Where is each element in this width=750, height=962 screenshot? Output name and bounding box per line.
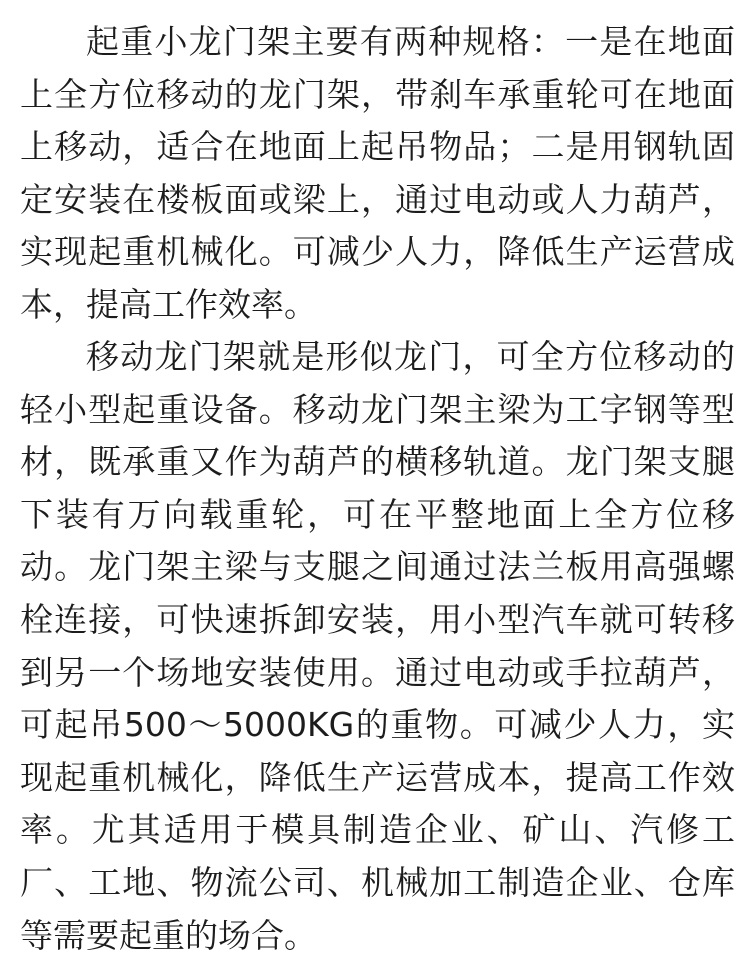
paragraph-mobile-gantry: 移动龙门架就是形似龙门，可全方位移动的轻小型起重设备。移动龙门架主梁为工字钢等型材，既承重又作为葫芦的横移轨道。龙门架支腿下装有万向载重轮，可在平整地面上全方位移动。龙门架主梁与支腿之间通过法兰板用高强螺栓连接，可快速拆卸安装，用小型汽车就可转移到另一个场地安装使用。通过电动或手拉葫芦，可起吊500～5000KG的重物。可减少人力，实现起重机械化，降低生产运营成本，提高工作效率。尤其适用于模具制造企业、矿山、汽修工厂、工地、物流公司、机械加工制造企业、仓库等需要起重的场合。 <box>20 337 735 955</box>
paragraph-intro: 起重小龙门架主要有两种规格：一是在地面上全方位移动的龙门架，带刹车承重轮可在地面上移动，适合在地面上起吊物品；二是用钢轨固定安装在楼板面或梁上，通过电动或人力葫芦，实现起重机械化。可减少人力，降低生产运营成本，提高工作效率。 <box>20 22 735 324</box>
